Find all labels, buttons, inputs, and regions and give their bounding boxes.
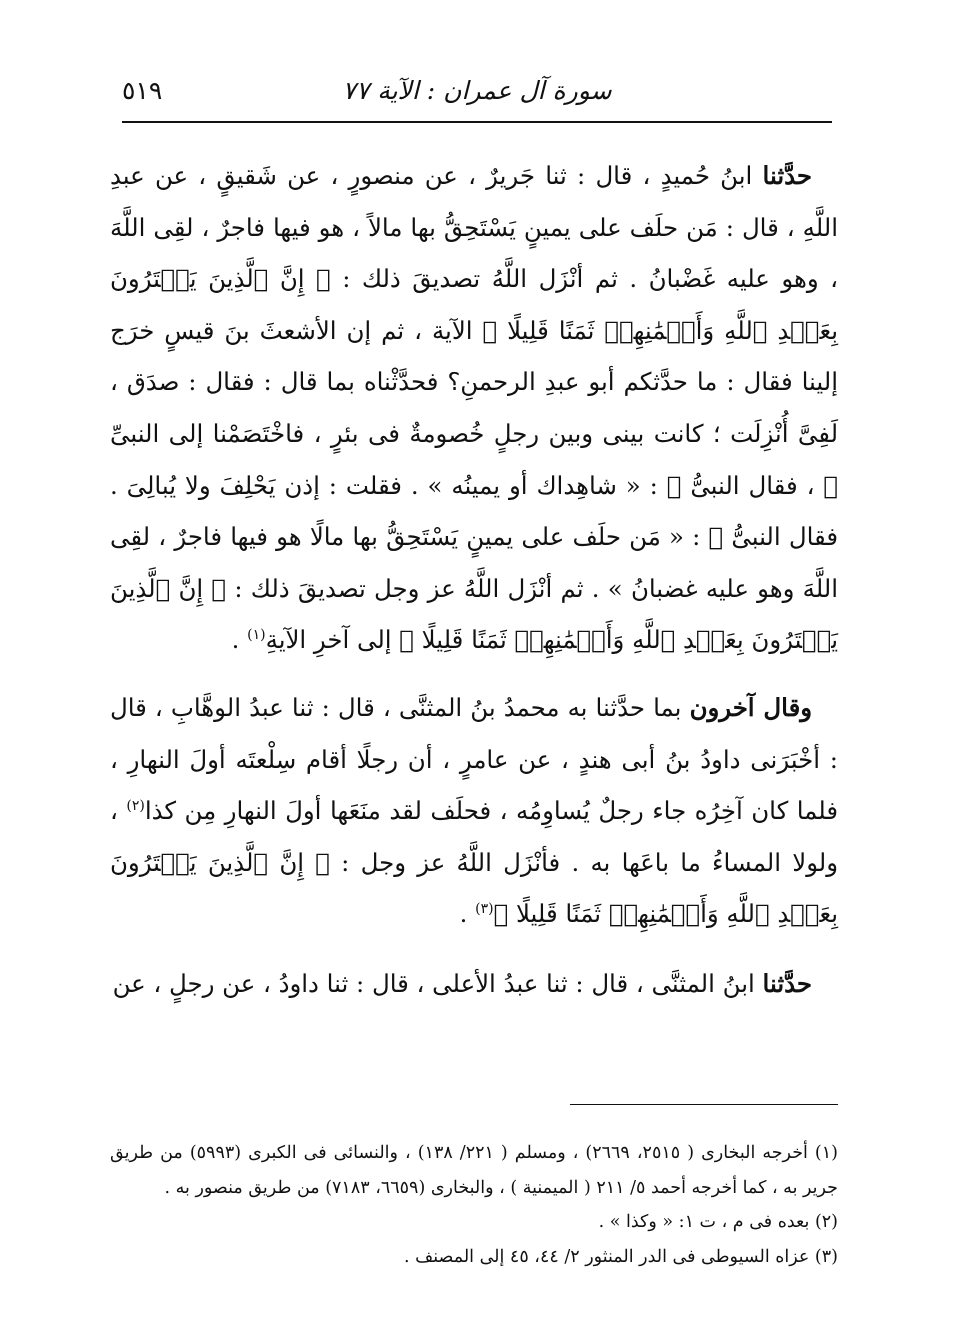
header-divider (122, 121, 832, 123)
paragraph-1 (110, 150, 838, 666)
paragraph-tail: . (459, 899, 476, 929)
paragraph-3 (110, 958, 838, 1010)
footnote-2: (٢) بعده فى م ، ت ١: « وكذا » . (598, 1212, 838, 1232)
paragraph-tail: . (231, 625, 248, 655)
paragraph-lead: حدَّثنا (762, 161, 812, 190)
main-text (110, 150, 838, 1010)
paragraph-text: ابنُ حُميدٍ ، قال : ثنا جَريرٌ ، عن منصورٍ ، عن شَقيقٍ ، عن عبدِ اللَّهِ ، قال : مَن حلَف على يمينٍ يَسْتَحِقُّ بها مالاً ، هو فيها فاجرٌ ، لقِى اللَّهَ ، وهو عليه غَضْبانُ . ثم أنْزَل اللَّهُ تصديقَ ذلك : ﴿ إِنَّ ٱلَّذِينَ يَشۡتَرُونَ بِعَهۡدِ ٱللَّهِ وَأَيۡمَٰنِهِمۡ ثَمَنًا قَلِيلًا ﴾ الآية ، ثم إن الأشعثَ بنَ قيسٍ خرَج إلينا فقال : ما حدَّثكم أبو عبدِ الرحمنِ؟ فحدَّثْناه بما قال : فقال : صدَق ، لَفِىَّ أُنْزِلَت ؛ كانت بينى وبين رجلٍ خُصومةٌ فى بئرٍ ، فاخْتَصَمْنا إلى النبىِّ ﷺ ، فقال النبىُّ ﷺ : « شاهِداك أو يمينُه » . فقلت : إذن يَحْلِفَ ولا يُبالِىَ . فقال النبىُّ ﷺ : « مَن حلَف على يمينٍ يَسْتَحِقُّ بها مالًا هو فيها فاجرٌ ، لقِى اللَّهَ وهو عليه غضبانُ » . ثم أنْزَل اللَّهُ عز وجل تصديقَ ذلك : ﴿ إِنَّ ٱلَّذِينَ يَشۡتَرُونَ بِعَهۡدِ ٱللَّهِ وَأَيۡمَٰنِهِمۡ ثَمَنًا قَلِيلًا ﴾ إلى آخرِ الآيةِ (110, 161, 838, 655)
paragraph-text: بما حدَّثنا به محمدُ بنُ المثنَّى ، قال : ثنا عبدُ الوهَّابِ ، قال : أخْبَرَنى داودُ بنُ أبى هندٍ ، عن عامرٍ ، أن رجلًا أقام سِلْعتَه أولَ النهارِ ، فلما كان آخِرُه جاء رجلٌ يُساوِمُه ، فحلَف لقد منَعَها أولَ النهارِ مِن كذا (110, 692, 838, 826)
paragraph-lead: حدَّثنا (762, 968, 812, 998)
footnotes (110, 1136, 838, 1274)
surah-heading: سورة آل عمران : الآية ٧٧ (342, 76, 612, 105)
page-number: ٥١٩ (122, 76, 163, 105)
footnote-3: (٣) عزاه السيوطى فى الدر المنثور ٢/ ٤٤، ٤٥ إلى المصنف . (404, 1246, 838, 1267)
footnote-ref: (١) (247, 627, 266, 644)
paragraph-tail: ، ولولا المساءُ ما باعَها به . فأنْزَل اللَّهُ عز وجل : ﴿ إِنَّ ٱلَّذِينَ يَشۡتَرُونَ بِعَهۡدِ ٱللَّهِ وَأَيۡمَٰنِهِمۡ ثَمَنًا قَلِيلًا ﴾ (110, 796, 838, 929)
paragraph-lead: وقال آخرون (689, 692, 813, 722)
page-header (122, 72, 832, 116)
footnote-ref: (٣) (475, 901, 494, 918)
paragraph-2 (110, 682, 838, 940)
footnote-divider (570, 1104, 838, 1105)
footnote-ref: (٢) (126, 798, 145, 814)
footnote-1: (١) أخرجه البخارى ( ٢٥١٥، ٢٦٦٩) ، ومسلم ( ٢٢١/ ١٣٨) ، والنسائى فى الكبرى (٥٩٩٣) من طريق جرير به ، كما أخرجه أحمد ٥/ ٢١١ ( الميمنية ) ، والبخارى (٦٦٥٩، ٧١٨٣) من طريق منصور به . (110, 1143, 838, 1198)
paragraph-text: ابنُ المثنَّى ، قال : ثنا عبدُ الأعلى ، قال : ثنا داودُ ، عن رجلٍ ، عن (112, 968, 763, 998)
